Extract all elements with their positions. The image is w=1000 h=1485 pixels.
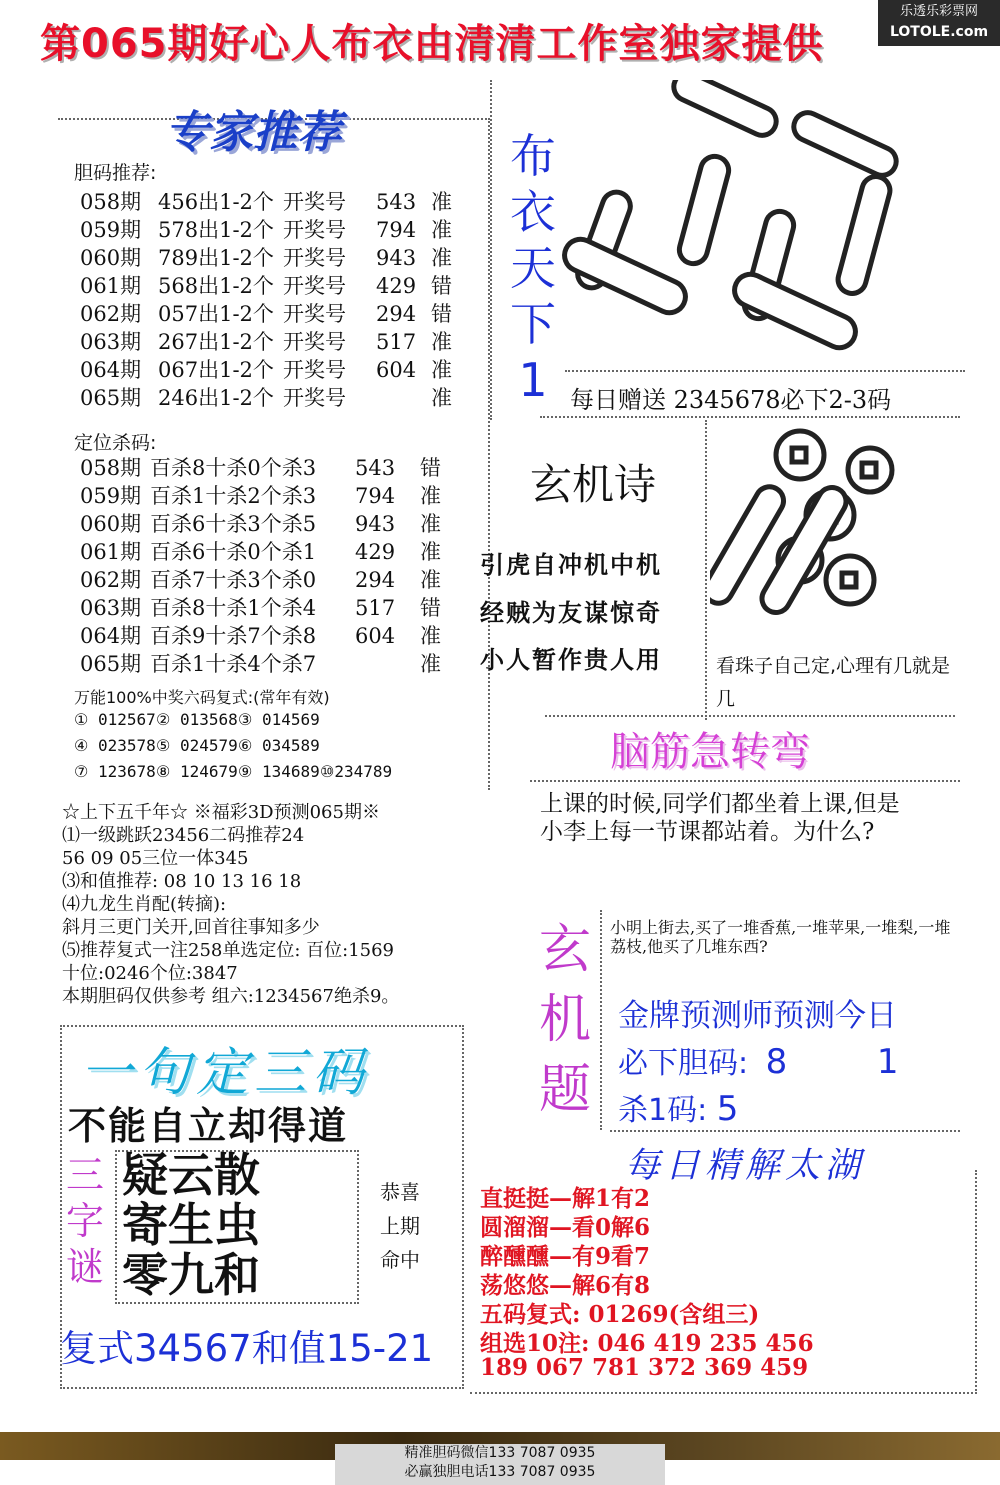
table-row	[80, 326, 471, 356]
table-cell: 062期	[80, 568, 142, 592]
table-cell: 794	[355, 484, 396, 508]
table-row	[80, 298, 471, 328]
wanneng-item: ② 013568	[156, 710, 238, 729]
table-cell: 百杀1十杀2个杀3	[150, 484, 317, 508]
forecast-line: ⑸推荐复式一注258单选定位: 百位:1569	[62, 940, 395, 961]
beads-note: 看珠子自己定,心理有几就是几	[716, 655, 951, 710]
kill-list	[80, 452, 480, 682]
taihu-line: 五码复式: 01269(含组三)	[480, 1301, 760, 1328]
table-cell: 246出1-2个	[158, 386, 274, 410]
table-cell: 百杀6十杀0个杀1	[150, 540, 317, 564]
buyi-char: 1	[518, 353, 548, 407]
table-row	[80, 564, 460, 594]
chopsticks-illustration	[560, 80, 960, 370]
divider	[490, 80, 492, 420]
wanneng-item: ⑦ 123678	[74, 762, 156, 781]
table-cell: 543	[355, 456, 396, 480]
taihu-frame	[470, 1170, 977, 1394]
table-row	[80, 592, 460, 622]
table-cell: 开奖号	[283, 330, 346, 354]
poem-line: 经贼为友谋惊奇	[480, 599, 662, 627]
table-cell: 准	[431, 218, 452, 242]
table-row	[80, 648, 460, 678]
sha-label: 杀1码:	[618, 1093, 708, 1128]
table-cell: 057出1-2个	[158, 302, 274, 326]
expert-title: 专家推荐	[165, 107, 341, 158]
forecast-line: 十位:0246个位:3847	[62, 963, 238, 984]
table-cell: 开奖号	[283, 358, 346, 382]
fushi-line: 复式34567和值15-21	[60, 1327, 434, 1370]
table-cell: 准	[431, 358, 452, 382]
table-cell: 开奖号	[283, 218, 346, 242]
xuanji-poem-title: 玄机诗	[530, 460, 657, 509]
table-cell: 604	[355, 624, 396, 648]
yiju-phrase: 不能自立却得道	[68, 1104, 349, 1148]
kill-heading: 定位杀码:	[74, 432, 157, 454]
table-cell: 429	[376, 274, 417, 298]
divider	[530, 780, 960, 782]
yiju-title: 一句定三码	[80, 1043, 371, 1103]
riddle-line: 零九和	[122, 1248, 260, 1302]
divider	[565, 370, 965, 372]
table-row	[80, 620, 460, 650]
table-cell: 604	[376, 358, 417, 382]
coins-illustration	[710, 420, 950, 645]
table-cell: 准	[420, 512, 441, 536]
wanneng-item: ⑨ 134689	[238, 762, 320, 781]
buyi-char: 天	[510, 241, 556, 295]
forecast-line: ⑷九龙生肖配(转摘):	[62, 894, 227, 915]
taihu-line: 圆溜溜—看0解6	[480, 1214, 651, 1241]
table-cell: 开奖号	[283, 190, 346, 214]
gold-predictor: 金牌预测师预测今日	[618, 998, 897, 1034]
table-cell: 百杀8十杀1个杀4	[150, 596, 317, 620]
table-cell: 准	[420, 540, 441, 564]
table-cell: 错	[420, 456, 441, 480]
taihu-line: 荡悠悠—解6有8	[480, 1272, 651, 1299]
divider	[600, 910, 602, 1130]
wanneng-item: ⑥ 034589	[238, 736, 320, 755]
sha-row	[618, 1085, 738, 1129]
table-cell: 517	[376, 330, 417, 354]
taihu-line: 组选10注: 046 419 235 456	[480, 1330, 814, 1357]
wanneng-item: ⑤ 024579	[156, 736, 238, 755]
taihu-line: 189 067 781 372 369 459	[480, 1354, 809, 1381]
brain-teaser-title: 脑筋急转弯	[610, 729, 810, 775]
dan-heading: 胆码推荐:	[74, 162, 157, 184]
riddle-line: 寄生虫	[122, 1198, 260, 1252]
congrats-line: 命中	[380, 1248, 420, 1272]
watermark-line2: LOTOLE.com	[889, 24, 989, 40]
table-cell: 943	[355, 512, 396, 536]
wanneng-row	[74, 762, 402, 781]
table-cell: 错	[431, 274, 452, 298]
xuanji-ti-char: 玄	[538, 920, 591, 980]
table-cell: 开奖号	[283, 274, 346, 298]
page-title: 第065期好心人布衣由清清工作室独家提供	[40, 21, 824, 67]
wanneng-row	[74, 710, 320, 729]
taihu-line: 醉醺醺—有9看7	[480, 1243, 651, 1270]
bidan-a: 8	[765, 1042, 788, 1082]
table-cell: 294	[355, 568, 396, 592]
divider	[610, 1130, 960, 1132]
table-row	[80, 452, 460, 482]
zimi-char: 三	[65, 1153, 104, 1197]
zimi-char: 字	[65, 1199, 104, 1243]
riddles	[122, 1150, 260, 1300]
footer-wechat: 精准胆码微信133 7087 0935	[404, 1445, 596, 1461]
table-cell: 059期	[80, 484, 142, 508]
xuanji-ti-char: 题	[538, 1060, 591, 1120]
table-cell: 794	[376, 218, 417, 242]
table-cell: 准	[431, 246, 452, 270]
table-cell: 267出1-2个	[158, 330, 274, 354]
table-cell: 开奖号	[283, 386, 346, 410]
table-cell: 060期	[80, 512, 142, 536]
buyi-char: 下	[510, 297, 556, 351]
table-cell: 058期	[80, 456, 142, 480]
zimi-label	[64, 1152, 106, 1290]
table-cell: 943	[376, 246, 417, 270]
taihu-title: 每日精解太湖	[625, 1146, 866, 1186]
forecast-line: ☆上下五千年☆ ※福彩3D预测065期※	[62, 802, 380, 823]
footer-phone: 必赢独胆电话133 7087 0935	[404, 1464, 596, 1480]
table-cell: 准	[420, 652, 441, 676]
footer-contact	[335, 1444, 665, 1485]
divider	[705, 420, 707, 720]
table-cell: 准	[431, 190, 452, 214]
table-row	[80, 480, 460, 510]
table-cell: 517	[355, 596, 396, 620]
table-cell: 064期	[80, 624, 142, 648]
brain-teaser-text: 上课的时候,同学们都坐着上课,但是小李上每一节课都站着。为什么?	[540, 791, 900, 845]
buyi-char: 衣	[510, 185, 556, 239]
poem-line: 小人暂作贵人用	[480, 646, 662, 674]
table-cell: 准	[431, 330, 452, 354]
congrats-line: 恭喜	[380, 1180, 420, 1204]
divider	[545, 715, 955, 717]
table-cell: 错	[420, 596, 441, 620]
table-cell: 准	[420, 568, 441, 592]
table-cell: 543	[376, 190, 417, 214]
table-cell: 063期	[80, 330, 142, 354]
forecast-line: 本期胆码仅供参考 组六:1234567绝杀9。	[62, 986, 400, 1007]
wanneng-item: ⑩234789	[320, 762, 393, 781]
table-cell: 067出1-2个	[158, 358, 274, 382]
table-cell: 065期	[80, 386, 142, 410]
xuanji-ti-title	[535, 915, 595, 1125]
table-cell: 开奖号	[283, 302, 346, 326]
divider	[540, 416, 960, 418]
table-cell: 294	[376, 302, 417, 326]
wanneng-heading: 万能100%中奖六码复式:(常年有效)	[74, 688, 330, 707]
table-cell: 578出1-2个	[158, 218, 274, 242]
dan-list	[80, 186, 480, 416]
xuanji-ti-char: 机	[538, 990, 591, 1050]
xuanji-ti-question: 小明上街去,买了一堆香蕉,一堆苹果,一堆梨,一堆荔枝,他买了几堆东西?	[610, 918, 951, 956]
wanneng-list	[74, 710, 474, 790]
table-cell: 059期	[80, 218, 142, 242]
bidan-b: 1	[876, 1042, 899, 1082]
forecast-line: 斜月三更门关开,回首往事知多少	[62, 917, 320, 938]
table-row	[80, 242, 471, 272]
congrats-line: 上期	[380, 1214, 420, 1238]
table-row	[80, 536, 460, 566]
table-cell: 789出1-2个	[158, 246, 274, 270]
wanneng-row	[74, 736, 320, 755]
forecast-line: 56 09 05三位一体345	[62, 848, 249, 869]
table-cell: 061期	[80, 274, 142, 298]
table-cell: 错	[431, 302, 452, 326]
table-cell: 百杀1十杀4个杀7	[150, 652, 317, 676]
table-row	[80, 382, 471, 412]
forecast-line: ⑴一级跳跃23456二码推荐24	[62, 825, 305, 846]
forecast-block	[62, 798, 502, 1010]
taihu-line: 直挺挺—解1有2	[480, 1185, 651, 1212]
bidan-label: 必下胆码:	[618, 1046, 749, 1081]
table-cell: 429	[355, 540, 396, 564]
sha-value: 5	[716, 1089, 739, 1129]
table-row	[80, 354, 471, 384]
congrats	[380, 1175, 420, 1277]
table-cell: 058期	[80, 190, 142, 214]
buyi-char: 布	[510, 129, 556, 183]
wanneng-item: ④ 023578	[74, 736, 156, 755]
table-cell: 百杀8十杀0个杀3	[150, 456, 317, 480]
riddle-line: 疑云散	[122, 1148, 260, 1202]
table-cell: 开奖号	[283, 246, 346, 270]
wanneng-item: ⑧ 124679	[156, 762, 238, 781]
table-cell: 准	[420, 624, 441, 648]
wanneng-item: ① 012567	[74, 710, 156, 729]
table-row	[80, 186, 471, 216]
wanneng-item: ③ 014569	[238, 710, 320, 729]
table-cell: 060期	[80, 246, 142, 270]
table-cell: 064期	[80, 358, 142, 382]
table-cell: 百杀6十杀3个杀5	[150, 512, 317, 536]
table-cell: 062期	[80, 302, 142, 326]
table-cell: 准	[420, 484, 441, 508]
poem-line: 引虎自冲机中机	[480, 551, 662, 579]
table-cell: 063期	[80, 596, 142, 620]
forecast-line: ⑶和值推荐: 08 10 13 16 18	[62, 871, 302, 892]
table-cell: 百杀9十杀7个杀8	[150, 624, 317, 648]
table-cell: 百杀7十杀3个杀0	[150, 568, 317, 592]
daily-gift: 每日赠送 2345678必下2-3码	[570, 386, 892, 414]
table-cell: 568出1-2个	[158, 274, 274, 298]
watermark-logo	[878, 0, 1000, 46]
buyi-vertical-title	[498, 128, 568, 408]
watermark-line1: 乐透乐彩票网	[899, 4, 978, 19]
zimi-char: 谜	[65, 1245, 104, 1289]
table-cell: 准	[431, 386, 452, 410]
bidan-row	[618, 1038, 898, 1082]
table-row	[80, 214, 471, 244]
table-cell: 065期	[80, 652, 142, 676]
table-cell: 456出1-2个	[158, 190, 274, 214]
table-row	[80, 508, 460, 538]
table-row	[80, 270, 471, 300]
table-cell: 061期	[80, 540, 142, 564]
